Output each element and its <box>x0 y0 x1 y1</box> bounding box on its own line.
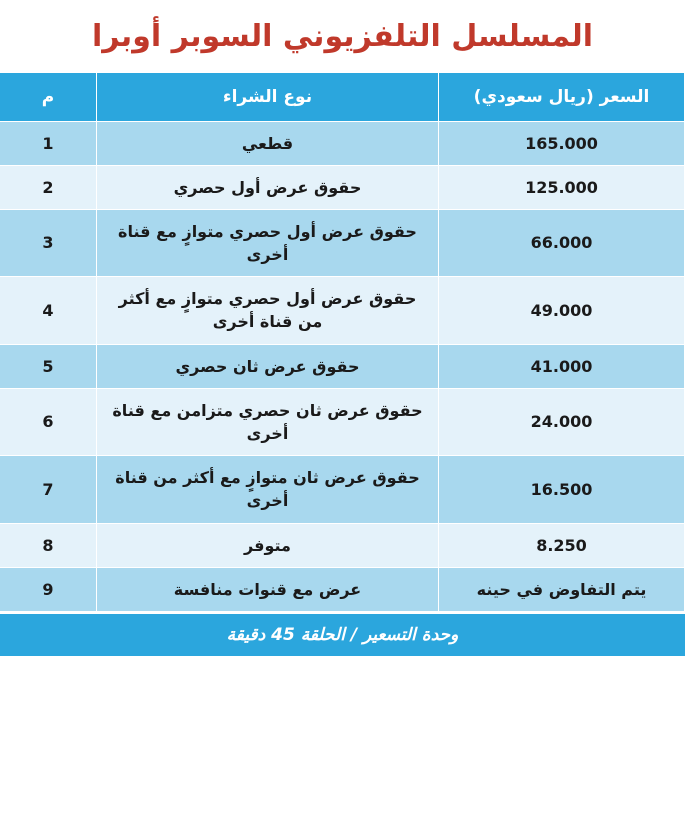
cell-type: قطعي <box>97 121 439 165</box>
cell-price: 24.000 <box>439 388 685 455</box>
table-header <box>0 72 685 121</box>
cell-number: 1 <box>0 121 97 165</box>
cell-price: 165.000 <box>439 121 685 165</box>
cell-number: 4 <box>0 277 97 344</box>
cell-number: 9 <box>0 567 97 611</box>
table-row <box>0 121 685 165</box>
table-row <box>0 523 685 567</box>
column-header-type: نوع الشراء <box>97 72 439 121</box>
table-row <box>0 456 685 523</box>
cell-price: 8.250 <box>439 523 685 567</box>
cell-type: عرض مع قنوات منافسة <box>97 567 439 611</box>
table-body <box>0 121 685 611</box>
footer-note: وحدة التسعير / الحلقة 45 دقيقة <box>0 612 685 656</box>
cell-number: 5 <box>0 344 97 388</box>
cell-price: 66.000 <box>439 209 685 276</box>
cell-type: حقوق عرض أول حصري متوازٍ مع قناة أخرى <box>97 209 439 276</box>
table-header-row <box>0 72 685 121</box>
table-row <box>0 388 685 455</box>
table-row <box>0 165 685 209</box>
cell-number: 7 <box>0 456 97 523</box>
cell-price: 49.000 <box>439 277 685 344</box>
page-title: المسلسل التلفزيوني السوبر أوبرا <box>91 19 593 54</box>
cell-type: حقوق عرض أول حصري <box>97 165 439 209</box>
table-row <box>0 567 685 611</box>
column-header-num: م <box>0 72 97 121</box>
table-row <box>0 209 685 276</box>
cell-price: 41.000 <box>439 344 685 388</box>
table-row <box>0 344 685 388</box>
pricing-table <box>0 72 685 612</box>
cell-number: 8 <box>0 523 97 567</box>
cell-price: 16.500 <box>439 456 685 523</box>
cell-number: 6 <box>0 388 97 455</box>
table-row <box>0 277 685 344</box>
cell-number: 2 <box>0 165 97 209</box>
cell-type: متوفر <box>97 523 439 567</box>
column-header-price: السعر (ريال سعودي) <box>439 72 685 121</box>
cell-number: 3 <box>0 209 97 276</box>
cell-type: حقوق عرض أول حصري متوازٍ مع أكثر من قناة أخرى <box>97 277 439 344</box>
cell-type: حقوق عرض ثان متوازٍ مع أكثر من قناة أخرى <box>97 456 439 523</box>
cell-type: حقوق عرض ثان حصري <box>97 344 439 388</box>
cell-price: يتم التفاوض في حينه <box>439 567 685 611</box>
cell-type: حقوق عرض ثان حصري متزامن مع قناة أخرى <box>97 388 439 455</box>
cell-price: 125.000 <box>439 165 685 209</box>
